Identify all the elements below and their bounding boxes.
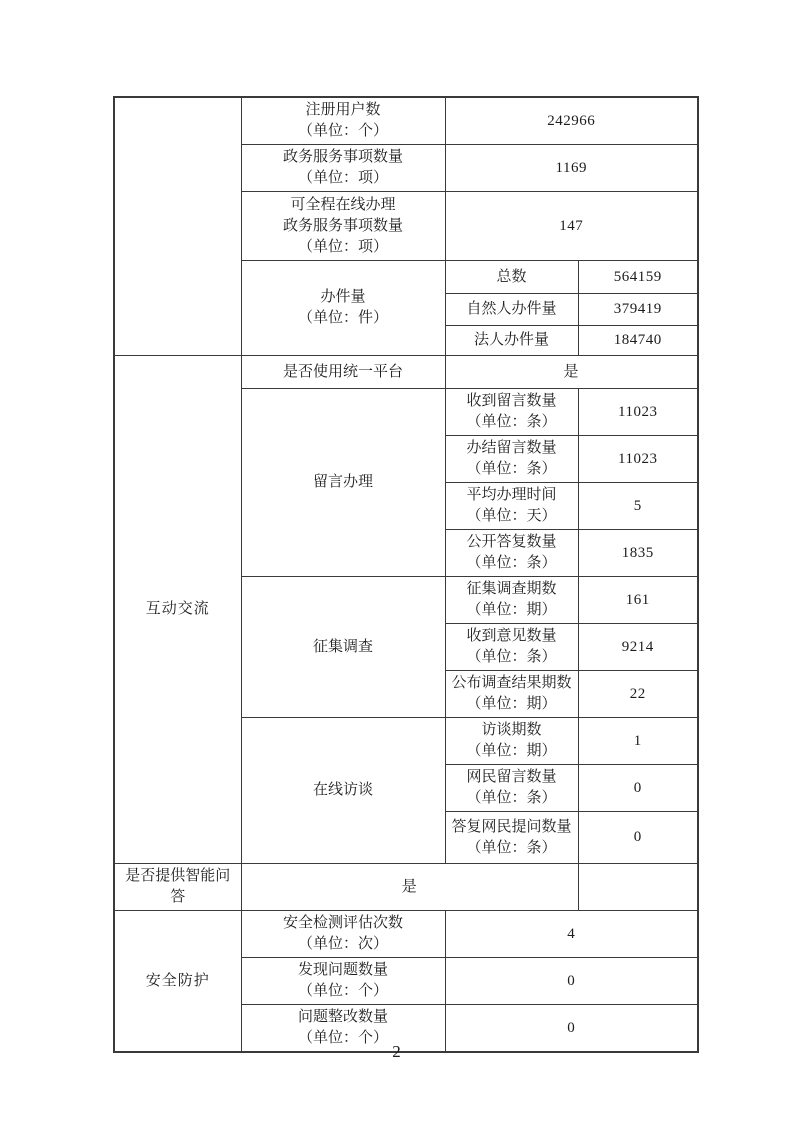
metric-label: 答复网民提问数量 xyxy=(451,818,572,835)
metric-unit: （单位：条） xyxy=(466,461,557,477)
metric-value-cell: 9214 xyxy=(578,624,698,671)
metric-value-cell: 1835 xyxy=(578,530,698,577)
metric-label: 平均办理时间 xyxy=(466,487,557,503)
metric-label-cell xyxy=(241,145,445,192)
metric-unit: （单位：次） xyxy=(297,936,388,952)
metric-unit: （单位：个） xyxy=(297,123,388,139)
metric-label: 收到意见数量 xyxy=(466,628,557,644)
metric-label-cell xyxy=(241,97,445,145)
subrow-label-cell xyxy=(445,436,578,483)
subrow-label-cell xyxy=(445,483,578,530)
table-row xyxy=(114,864,698,911)
metric-value-cell: 161 xyxy=(578,577,698,624)
metric-label: 注册用户数 xyxy=(305,102,381,118)
metric-value-cell: 0 xyxy=(578,812,698,864)
subrow-label-cell xyxy=(445,812,578,864)
table-row xyxy=(114,356,698,389)
metric-label: 政务服务事项数量 xyxy=(282,217,403,234)
subrow-label-cell xyxy=(445,389,578,436)
metric-label: 公开答复数量 xyxy=(466,534,557,550)
metric-label-cell xyxy=(241,192,445,261)
metric-value-cell: 564159 xyxy=(578,261,698,294)
subrow-label-cell xyxy=(445,718,578,765)
metric-label-cell: 是否提供智能问答 xyxy=(114,864,241,911)
metric-unit: （单位：天） xyxy=(466,508,557,524)
subrow-label-cell xyxy=(445,671,578,718)
metric-label-cell: 是否使用统一平台 xyxy=(241,356,445,389)
metric-label: 问题整改数量 xyxy=(297,1009,388,1025)
section-label-cell: 安全防护 xyxy=(114,911,241,1053)
table-row xyxy=(114,97,698,145)
page-number: 2 xyxy=(392,1042,401,1061)
subrow-label-cell: 自然人办件量 xyxy=(445,294,578,326)
metric-unit: （单位：条） xyxy=(466,790,557,806)
metric-value-cell: 1 xyxy=(578,718,698,765)
metric-label: 访谈期数 xyxy=(481,722,542,738)
group-unit: （单位：件） xyxy=(297,310,388,326)
metric-label: 收到留言数量 xyxy=(466,393,557,409)
group-label-cell xyxy=(241,261,445,356)
metric-value-cell: 22 xyxy=(578,671,698,718)
metric-label: 可全程在线办理 xyxy=(290,196,396,213)
metric-value-cell: 4 xyxy=(445,911,698,958)
metric-unit: （单位：项） xyxy=(297,170,388,186)
group-label-cell: 在线访谈 xyxy=(241,718,445,864)
metric-unit: （单位：个） xyxy=(297,983,388,999)
metric-unit: （单位：期） xyxy=(466,743,557,759)
section-label-cell: 互动交流 xyxy=(114,356,241,864)
metric-unit: （单位：期） xyxy=(466,602,557,618)
subrow-label-cell xyxy=(445,530,578,577)
metric-label: 办结留言数量 xyxy=(466,440,557,456)
metric-value-cell: 5 xyxy=(578,483,698,530)
metric-value-cell: 0 xyxy=(578,765,698,812)
metric-value-cell: 0 xyxy=(445,958,698,1005)
metric-label: 政务服务事项数量 xyxy=(282,149,403,165)
metric-value-cell: 是 xyxy=(445,356,698,389)
group-label: 办件量 xyxy=(320,289,366,305)
metric-label: 征集调查期数 xyxy=(466,581,557,597)
subrow-label-cell xyxy=(445,577,578,624)
metric-label: 公布调查结果期数 xyxy=(451,675,572,691)
metric-value-cell: 0 xyxy=(445,1005,698,1053)
subrow-label-cell: 总数 xyxy=(445,261,578,294)
metric-unit: （单位：条） xyxy=(466,414,557,430)
metric-value-cell: 379419 xyxy=(578,294,698,326)
metric-value-cell: 11023 xyxy=(578,389,698,436)
statistics-table xyxy=(113,96,699,1053)
metric-unit: （单位：个） xyxy=(297,1030,388,1046)
metric-unit: （单位：条） xyxy=(466,839,557,856)
subrow-label-cell: 法人办件量 xyxy=(445,326,578,356)
metric-label: 发现问题数量 xyxy=(297,962,388,978)
metric-value-cell: 184740 xyxy=(578,326,698,356)
group-label-cell: 征集调查 xyxy=(241,577,445,718)
metric-unit: （单位：条） xyxy=(466,555,557,571)
metric-value-cell: 11023 xyxy=(578,436,698,483)
subrow-label-cell xyxy=(445,624,578,671)
group-label-cell: 留言办理 xyxy=(241,389,445,577)
section-label-cell xyxy=(114,97,241,356)
metric-value-cell: 1169 xyxy=(445,145,698,192)
metric-unit: （单位：项） xyxy=(297,238,388,255)
metric-value-cell: 是 xyxy=(241,864,578,911)
metric-label-cell xyxy=(241,958,445,1005)
metric-label-cell xyxy=(241,911,445,958)
metric-label: 安全检测评估次数 xyxy=(282,915,403,931)
subrow-label-cell xyxy=(445,765,578,812)
metric-value-cell: 147 xyxy=(445,192,698,261)
table-row xyxy=(114,911,698,958)
metric-unit: （单位：期） xyxy=(466,696,557,712)
metric-value-cell: 242966 xyxy=(445,97,698,145)
metric-unit: （单位：条） xyxy=(466,649,557,665)
metric-label: 网民留言数量 xyxy=(466,769,557,785)
